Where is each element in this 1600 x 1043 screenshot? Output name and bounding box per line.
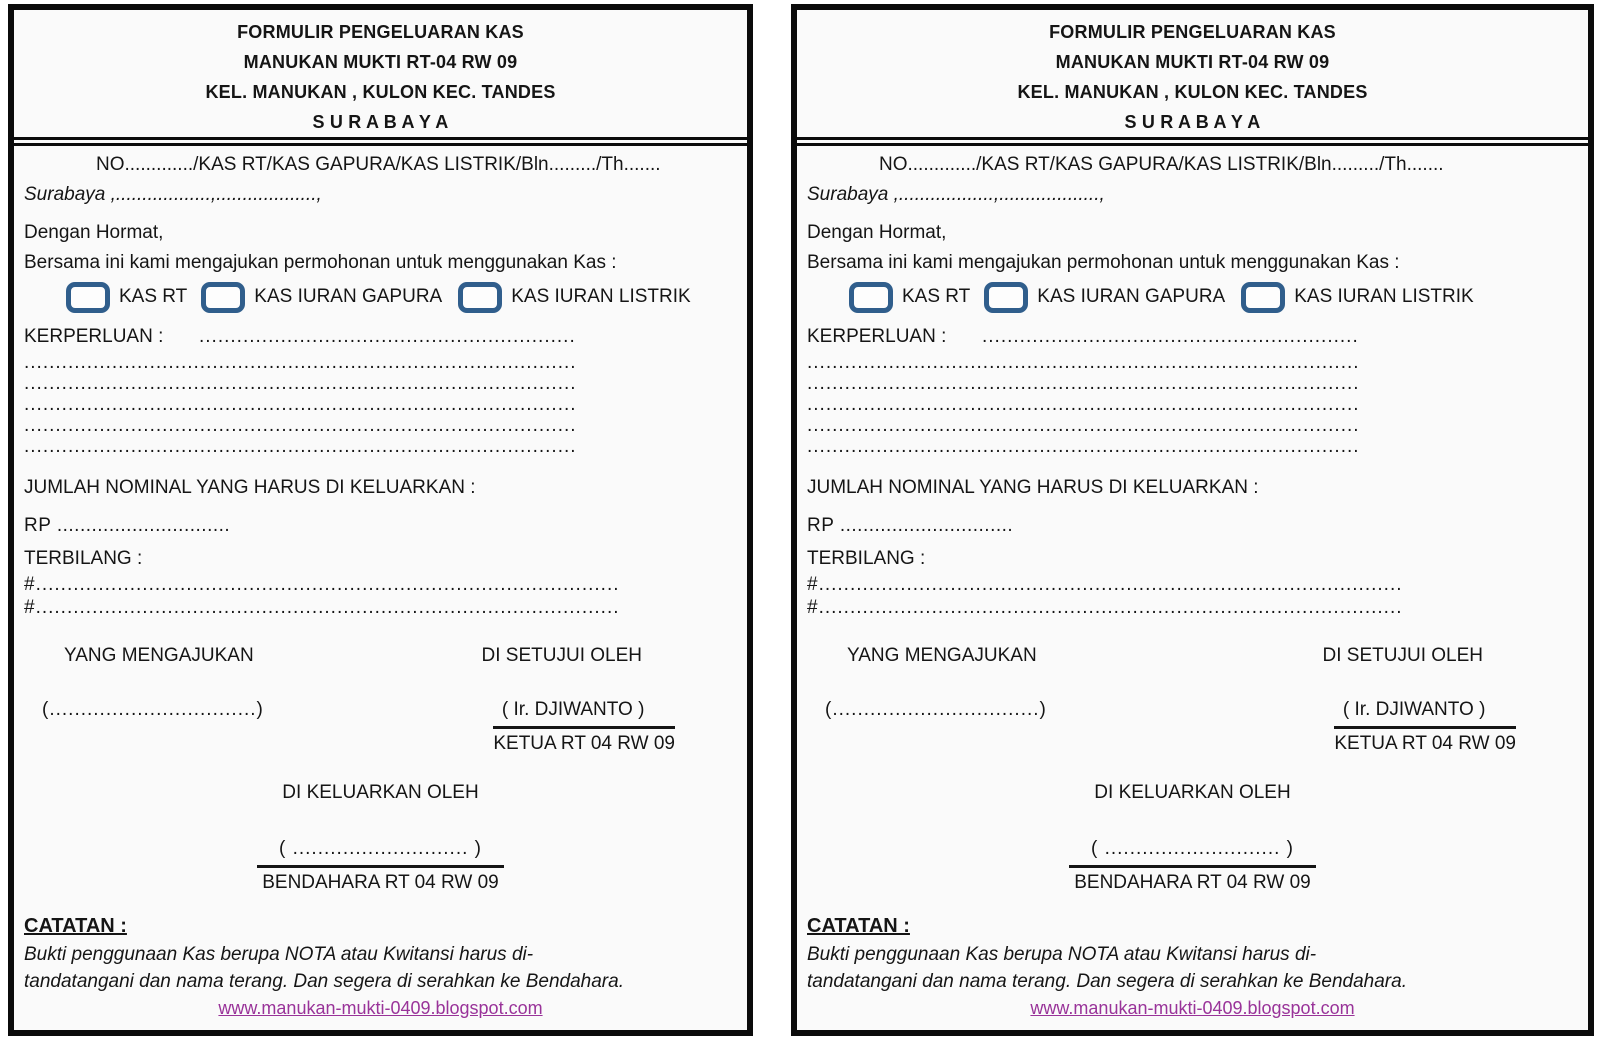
form-header	[14, 10, 747, 140]
blank-line: ........................................................................................	[807, 394, 1360, 415]
kas-checkbox-row	[24, 278, 737, 316]
requester-name-blank: (.................................)	[42, 699, 264, 720]
kas-checkbox-row	[807, 278, 1578, 316]
approver-block	[493, 695, 675, 758]
notes-line-2: tandatangani dan nama terang. Dan segera di serahkan ke Bendahara.	[807, 971, 1407, 992]
approver-name: ( Ir. DJIWANTO )	[493, 695, 675, 729]
org-city: S U R A B A Y A	[312, 112, 449, 132]
signature-titles-row	[807, 641, 1578, 671]
kas-iuran-listrik-label: KAS IURAN LISTRIK	[511, 286, 691, 307]
kas-rt-checkbox[interactable]	[66, 282, 110, 313]
blank-line: ........................................................................................	[807, 373, 1360, 394]
form-title: FORMULIR PENGELUARAN KAS	[1049, 22, 1336, 42]
purpose-blank-block	[24, 352, 737, 457]
purpose-label: KERPERLUAN :	[24, 326, 164, 347]
approver-role: KETUA RT 04 RW 09	[1334, 733, 1516, 754]
notes-section	[807, 911, 1578, 1021]
kas-rt-label: KAS RT	[902, 286, 971, 307]
treasurer-role: BENDAHARA RT 04 RW 09	[262, 872, 499, 893]
blog-url-link[interactable]: www.manukan-mukti-0409.blogspot.com	[1030, 998, 1355, 1018]
blank-line: ........................................................................................	[24, 394, 577, 415]
kas-rt-label: KAS RT	[119, 286, 188, 307]
signature-names-row	[807, 695, 1578, 758]
city-date-line: Surabaya ,..................,...................,	[807, 184, 1105, 205]
approved-by-title: DI SETUJUI OLEH	[481, 645, 642, 666]
purpose-row	[807, 322, 1578, 352]
amount-in-words-label: TERBILANG :	[807, 548, 926, 569]
approver-block	[1334, 695, 1516, 758]
org-city: S U R A B A Y A	[1124, 112, 1261, 132]
kas-iuran-gapura-checkbox[interactable]	[201, 282, 245, 313]
rp-amount-blank: RP ..............................	[24, 515, 231, 536]
treasurer-block	[807, 834, 1578, 897]
notes-line-1: Bukti penggunaan Kas berupa NOTA atau Kwitansi harus di-	[24, 944, 534, 965]
kas-iuran-gapura-checkbox[interactable]	[984, 282, 1028, 313]
signature-titles-row	[24, 641, 737, 671]
org-address: KEL. MANUKAN , KULON KEC. TANDES	[205, 82, 556, 102]
kas-iuran-listrik-checkbox[interactable]	[458, 282, 502, 313]
purpose-blank-line: ............................................................	[982, 326, 1359, 347]
purpose-row	[24, 322, 737, 352]
purpose-blank-line: ............................................................	[199, 326, 576, 347]
document-number-line: NO............./KAS RT/KAS GAPURA/KAS LISTRIK/Bln........./Th.......	[879, 154, 1444, 175]
notes-title: CATATAN :	[24, 915, 127, 937]
cash-expense-form-left	[8, 4, 753, 1036]
document-number-line: NO............./KAS RT/KAS GAPURA/KAS LISTRIK/Bln........./Th.......	[96, 154, 661, 175]
blank-line: ........................................................................................	[807, 415, 1360, 436]
amount-label: JUMLAH NOMINAL YANG HARUS DI KELUARKAN :	[807, 477, 1259, 498]
approved-by-title: DI SETUJUI OLEH	[1322, 645, 1483, 666]
purpose-blank-block	[807, 352, 1578, 457]
requested-by-title: YANG MENGAJUKAN	[847, 645, 1037, 666]
request-line: Bersama ini kami mengajukan permohonan untuk menggunakan Kas :	[807, 252, 1400, 273]
city-date-line: Surabaya ,..................,...................,	[24, 184, 322, 205]
form-body	[797, 146, 1588, 1021]
amount-label: JUMLAH NOMINAL YANG HARUS DI KELUARKAN :	[24, 477, 476, 498]
treasurer-name-blank: ( ............................ )	[257, 834, 504, 868]
kas-iuran-gapura-label: KAS IURAN GAPURA	[254, 286, 443, 307]
treasurer-name-blank: ( ............................ )	[1069, 834, 1316, 868]
amount-words-blank-line: #.............................................................................................	[24, 597, 620, 618]
amount-words-blank-line: #.............................................................................................	[24, 574, 620, 595]
org-name: MANUKAN MUKTI RT-04 RW 09	[1055, 52, 1330, 72]
cash-expense-form-right	[791, 4, 1594, 1036]
salutation: Dengan Hormat,	[807, 222, 947, 243]
kas-iuran-gapura-label: KAS IURAN GAPURA	[1037, 286, 1226, 307]
signature-names-row	[24, 695, 737, 758]
amount-words-blank-line: #.............................................................................................	[807, 597, 1403, 618]
notes-section	[24, 911, 737, 1021]
notes-title: CATATAN :	[807, 915, 910, 937]
rp-amount-blank: RP ..............................	[807, 515, 1014, 536]
org-name: MANUKAN MUKTI RT-04 RW 09	[243, 52, 518, 72]
issued-by-title: DI KELUARKAN OLEH	[282, 782, 479, 803]
kas-iuran-listrik-checkbox[interactable]	[1241, 282, 1285, 313]
notes-line-2: tandatangani dan nama terang. Dan segera di serahkan ke Bendahara.	[24, 971, 624, 992]
requester-name-blank: (.................................)	[825, 699, 1047, 720]
treasurer-block	[24, 834, 737, 897]
form-header	[797, 10, 1588, 140]
blank-line: ........................................................................................	[24, 436, 577, 457]
requested-by-title: YANG MENGAJUKAN	[64, 645, 254, 666]
blank-line: ........................................................................................	[807, 352, 1360, 373]
purpose-label: KERPERLUAN :	[807, 326, 947, 347]
kas-iuran-listrik-label: KAS IURAN LISTRIK	[1294, 286, 1474, 307]
notes-line-1: Bukti penggunaan Kas berupa NOTA atau Kwitansi harus di-	[807, 944, 1317, 965]
blank-line: ........................................................................................	[807, 436, 1360, 457]
approver-name: ( Ir. DJIWANTO )	[1334, 695, 1516, 729]
amount-in-words-label: TERBILANG :	[24, 548, 143, 569]
approver-role: KETUA RT 04 RW 09	[493, 733, 675, 754]
issued-by-title: DI KELUARKAN OLEH	[1094, 782, 1291, 803]
salutation: Dengan Hormat,	[24, 222, 164, 243]
blog-url-link[interactable]: www.manukan-mukti-0409.blogspot.com	[218, 998, 543, 1018]
form-body	[14, 146, 747, 1021]
form-title: FORMULIR PENGELUARAN KAS	[237, 22, 524, 42]
kas-rt-checkbox[interactable]	[849, 282, 893, 313]
org-address: KEL. MANUKAN , KULON KEC. TANDES	[1017, 82, 1368, 102]
blank-line: ........................................................................................	[24, 373, 577, 394]
blank-line: ........................................................................................	[24, 352, 577, 373]
amount-words-blank-line: #.............................................................................................	[807, 574, 1403, 595]
request-line: Bersama ini kami mengajukan permohonan untuk menggunakan Kas :	[24, 252, 617, 273]
treasurer-role: BENDAHARA RT 04 RW 09	[1074, 872, 1311, 893]
blank-line: ........................................................................................	[24, 415, 577, 436]
